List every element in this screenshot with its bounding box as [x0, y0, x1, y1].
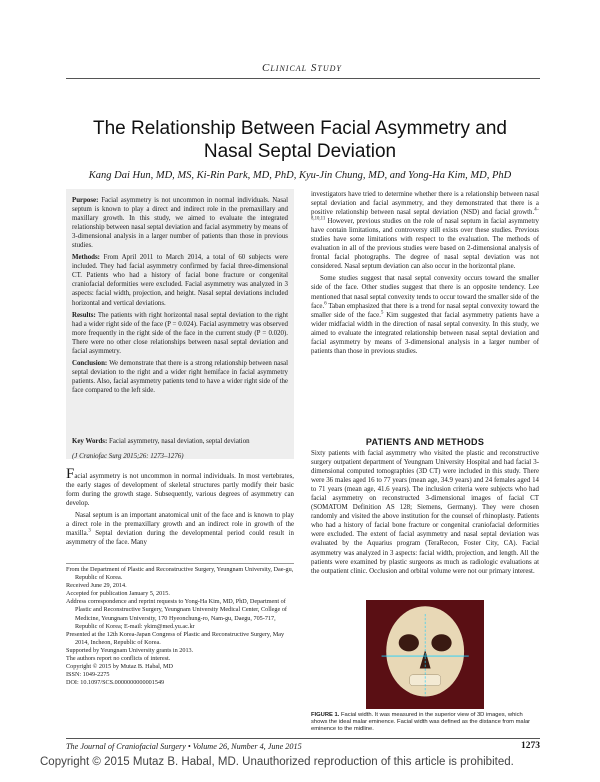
citation: (J Craniofac Surg 2015;26: 1273–1276) — [72, 453, 184, 460]
introduction — [66, 466, 294, 550]
abstract-conclusion — [72, 359, 288, 395]
methods-paragraph: Sixty patients with facial asymmetry who visited the plastic and reconstructive surgery outpatient department of Yeungnam University Hospital and had facial 3-dimensional computed tomographies (3D CT) were included in this study. There were 36 males aged 16 to 77 years (mean age, 34.9 years) and 24 females aged 14 to 71 years (mean age, 41.6 years). The inclusion criteria were subjects who had facial asymmetry on reconstructed 3-dimensional images of facial CT (SOMATOM Definition AS 128; Siemens, Germany). They were chosen randomly and visited the above institution for the counsel of rhinoplasty. Patients who had a history of facial bone fracture or congenital craniofacial deformities were excluded. The extent of facial asymmetry and nasal septal deviation was evaluated by the Aquarius program (TeraRecon, Foster City, CA). Facial asymmetry was analyzed in 3 aspects: facial width, projection, and length. All the patients were examined by plastic surgeons as much as radiologic evaluations at the outpatient clinic. Occlusion and orbital volume were not our primary interest. — [311, 450, 539, 575]
drop-cap: F — [66, 466, 75, 482]
copyright-notice: Copyright © 2015 Mutaz B. Habal, MD. Unauthorized reproduction of this article is prohibited. — [40, 756, 514, 768]
abstract — [72, 196, 288, 398]
right-p2-ref2: 5 — [380, 310, 384, 316]
figure-skull-image — [366, 600, 484, 709]
methods-section — [311, 449, 539, 579]
results-label: Results: — [72, 311, 96, 319]
affiliation-line: Received June 29, 2014. — [66, 582, 127, 590]
right-paragraph-2 — [311, 274, 539, 355]
conclusion-text: We demonstrate that there is a strong relationship between nasal septal deviation to the right and a wider right hemiface in facial asymmetry patients. Also, facial asymmetry patients tend to have a wider right side of the face compared to the left side. — [72, 359, 288, 394]
affiliations — [66, 566, 294, 687]
article-title-line1: The Relationship Between Facial Asymmetry and — [93, 118, 507, 139]
left-orbit — [399, 634, 419, 651]
abstract-results — [72, 311, 288, 356]
intro-p1-text: acial asymmetry is not uncommon in normal individuals. In most vertebrates, the early stages of development of skeletal structures partly modify their basic form during the growth stage. Subsequently, various degrees of asymmetry can develop. — [66, 473, 294, 508]
footer-rule — [66, 738, 540, 739]
author-list: Kang Dai Hun, MD, MS, Ki-Rin Park, MD, PhD, Kyu-Jin Chung, MD, and Yong-Ha Kim, MD, PhD — [88, 170, 512, 181]
right-orbit — [431, 634, 451, 651]
figure-caption-text: Facial width. It was measured in the superior view of 3D images, which shows the ideal malar eminence. Facial width was defined as the distance from malar eminence to the midline. — [311, 712, 531, 732]
article-title — [40, 117, 560, 163]
section-heading: PATIENTS AND METHODS — [365, 437, 485, 447]
affiliation-line: Presented at the 12th Korea-Japan Congress of Plastic and Reconstructive Surgery, May 2014, Incheon, Republic of Korea. — [66, 630, 285, 646]
affiliation-line: The authors report no conflicts of interest. — [66, 655, 171, 663]
methods-label: Methods: — [72, 254, 100, 262]
purpose-label: Purpose: — [72, 197, 99, 204]
affiliation-line: ISSN: 1049-2275 — [66, 671, 110, 679]
page-number: 1273 — [521, 741, 540, 751]
intro-p2-text: Nasal septum is an important anatomical unit of the face and is known to play a direct role in the premaxillary growth and an indirect role in growth of the maxilla. — [66, 512, 294, 538]
abstract-purpose — [72, 196, 288, 250]
figure-caption-label: FIGURE 1. — [311, 712, 340, 718]
methods-text: From April 2011 to March 2014, a total of 60 subjects were included. They had facial asymmetry confirmed by facial three-dimensional CT. Patients who had a history of facial bone fracture or congenital craniofacial deformities were excluded. Facial asymmetry was analyzed in 3 aspects: facial width, projection, and height. Nasal septal deviations included horizontal and vertical deviations. — [72, 254, 288, 307]
affiliation-line: From the Department of Plastic and Reconstructive Surgery, Yeungnam University, Dae-gu, Republic of Korea. — [66, 566, 294, 582]
intro-paragraph-1 — [66, 466, 294, 508]
purpose-text: Facial asymmetry is not uncommon in normal individuals. Nasal septum is known to play a direct and indirect role in the premaxillary and maxillary growth. In this study, we aimed to evaluate the integrated relationship between nasal septal deviation and facial asymmetry by means of 3-dimensional analysis in a larger number of patients than those in previous studies. — [72, 197, 288, 250]
affiliation-line: Address correspondence and reprint requests to Yong-Ha Kim, MD, PhD, Department of Plastic and Reconstructive Surgery, Yeungnam University Medical Center, College of Medicine, Yeungnam University, 170 Hyeonchung-ro, Nam-gu, Daegu, 705-717, Republic of Korea; E-mail: ykim@med.yu.ac.kr — [66, 598, 287, 630]
right-p2-ref1: 6 — [324, 301, 327, 307]
conclusion-label: Conclusion: — [72, 359, 108, 367]
keywords-label: Key Words: — [72, 438, 108, 445]
keywords — [72, 437, 288, 446]
right-p1-cont: However, previous studies on the role of nasal septum in facial asymmetry have contain limitations, and controversy still exists over these studies. Previous studies have some limitations with respect to the evaluation. The methods of evaluation in all of the previous studies were based on 2-dimensional analysis of frontal facial photographs. The degree of nasal septal deviation was not considered. Nasal septum deviation can also occur in the horizontal plane. — [311, 218, 539, 271]
right-column-intro — [311, 190, 539, 359]
affiliation-line: Copyright © 2015 by Mutaz B. Habal, MD — [66, 663, 173, 671]
affiliation-line: Supported by Yeungnam University grants in 2013. — [66, 646, 194, 654]
affiliation-line: Accepted for publication January 5, 2015. — [66, 590, 170, 598]
figure-caption — [311, 712, 539, 733]
intro-p2-ref: 3 — [88, 528, 91, 534]
results-text: The patients with right horizontal nasal septal deviation to the right had a wider right side of the face (P = 0.024). Facial asymmetry was observed more frequently in the right side of the face in the current study (P = 0.020). There were no other close relationships between nasal septal deviation and facial asymmetry. — [72, 311, 288, 355]
right-p2-text: Some studies suggest that nasal septal convexity occurs toward the smaller side of the face. Other studies suggest that there is an opposite tendency. Lee mentioned that nasal septal convexity tends to occur toward the smaller side of the face. — [311, 275, 539, 310]
section-tag: Clinical Study — [262, 62, 342, 74]
header-rule — [66, 78, 540, 79]
keywords-text: Facial asymmetry, nasal deviation, septal deviation — [109, 438, 250, 445]
right-p1-text: investigators have tried to determine whether there is a relationship between nasal septal deviation and facial asymmetry, and they demonstrated that there is a positive relationship between nasal septal deviation (NSD) and facial growth. — [311, 191, 539, 217]
right-p2-cont: Kim suggested that facial asymmetry patients have a wider midfacial width in the direction of nasal septal convexity. In this study, we aimed to evaluate the integrated relationship between nasal septal deviation and facial asymmetry by means of 3-dimensional analysis in a larger number of patients than those in previous studies. — [311, 311, 540, 355]
intro-paragraph-2 — [66, 511, 294, 547]
abstract-methods — [72, 253, 288, 307]
affiliation-line: DOI: 10.1097/SCS.0000000000001549 — [66, 679, 165, 687]
right-p1-ref: 4–8,10,11 — [311, 207, 539, 222]
article-title-line2: Nasal Septal Deviation — [203, 141, 397, 162]
intro-p2-cont: Septal deviation during the developmental period could result in asymmetry of the face. Many — [66, 530, 294, 547]
right-paragraph-1 — [311, 190, 539, 271]
affiliation-rule — [66, 563, 294, 564]
footer-journal: The Journal of Craniofacial Surgery • Volume 26, Number 4, June 2015 — [66, 742, 302, 751]
right-p2-mid: Taban emphasized that there is a trend for nasal septal convexity toward the smaller side of the face. — [311, 302, 539, 319]
